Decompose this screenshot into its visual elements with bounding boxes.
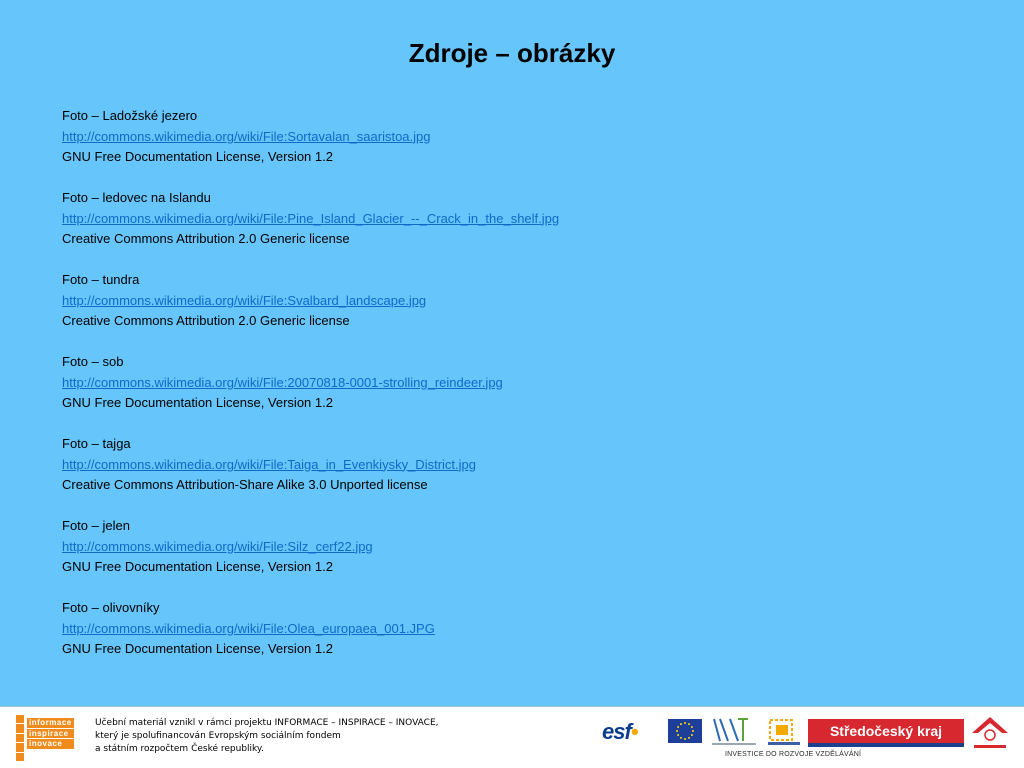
source-caption: Foto – tajga <box>62 436 131 451</box>
logo-word: inovace <box>27 739 74 749</box>
esf-logo: esf• <box>602 719 638 744</box>
footer-line: a státním rozpočtem České republiky. <box>95 744 264 754</box>
project-logo <box>16 715 84 763</box>
source-license: Creative Commons Attribution 2.0 Generic license <box>62 313 350 328</box>
source-caption: Foto – olivovníky <box>62 600 160 615</box>
kraj-banner: Středočeský kraj <box>808 719 964 743</box>
source-caption: Foto – tundra <box>62 272 140 287</box>
source-link-line <box>62 619 962 640</box>
source-link-line <box>62 455 962 476</box>
source-license: Creative Commons Attribution 2.0 Generic license <box>62 231 350 246</box>
source-link[interactable]: http://commons.wikimedia.org/wiki/File:20070818-0001-strolling_reindeer.jpg <box>62 374 503 390</box>
source-link-line <box>62 209 962 230</box>
kraj-banner-stripe <box>808 743 964 747</box>
source-link[interactable]: http://commons.wikimedia.org/wiki/File:Pine_Island_Glacier_--_Crack_in_the_shelf.jpg <box>62 210 560 226</box>
source-link[interactable]: http://commons.wikimedia.org/wiki/File:Olea_europaea_001.JPG <box>62 620 435 636</box>
source-link-line <box>62 373 962 394</box>
source-caption: Foto – Ladožské jezero <box>62 108 198 123</box>
esf-mark: esf <box>602 719 631 744</box>
source-entry <box>62 434 962 496</box>
logo-bars <box>16 715 24 761</box>
footer <box>0 706 1024 768</box>
sources-list <box>62 106 962 680</box>
source-license: GNU Free Documentation License, Version 1.2 <box>62 395 333 410</box>
source-caption: Foto – jelen <box>62 518 130 533</box>
footer-line: který je spolufinancován Evropským sociálním fondem <box>95 731 341 741</box>
source-license: Creative Commons Attribution-Share Alike 3.0 Unported license <box>62 477 428 492</box>
source-caption: Foto – sob <box>62 354 124 369</box>
jesenice-logo <box>968 715 1012 751</box>
source-link-line <box>62 537 962 558</box>
investice-caption: INVESTICE DO ROZVOJE VZDĚLÁVÁNÍ <box>725 751 862 758</box>
source-entry <box>62 352 962 414</box>
source-entry <box>62 598 962 660</box>
logo-word: inspirace <box>27 729 74 739</box>
source-link[interactable]: http://commons.wikimedia.org/wiki/File:Silz_cerf22.jpg <box>62 538 373 554</box>
source-caption: Foto – ledovec na Islandu <box>62 190 211 205</box>
logo-words <box>27 718 74 750</box>
source-link[interactable]: http://commons.wikimedia.org/wiki/File:Svalbard_landscape.jpg <box>62 292 427 308</box>
source-entry <box>62 516 962 578</box>
source-license: GNU Free Documentation License, Version 1.2 <box>62 559 333 574</box>
footer-text <box>95 717 439 756</box>
source-entry <box>62 188 962 250</box>
source-link[interactable]: http://commons.wikimedia.org/wiki/File:Taiga_in_Evenkiysky_District.jpg <box>62 456 476 472</box>
op-vk-logo <box>766 717 802 747</box>
ministry-logo <box>708 715 760 747</box>
source-link-line <box>62 291 962 312</box>
source-license: GNU Free Documentation License, Version 1.2 <box>62 149 333 164</box>
footer-line: Učební materiál vznikl v rámci projektu INFORMACE – INSPIRACE – INOVACE, <box>95 718 439 728</box>
logo-word: informace <box>29 718 72 727</box>
eu-flag-icon <box>668 719 702 743</box>
source-entry <box>62 106 962 168</box>
page-title: Zdroje – obrázky <box>408 38 616 68</box>
source-entry <box>62 270 962 332</box>
source-license: GNU Free Documentation License, Version 1.2 <box>62 641 333 656</box>
source-link-line <box>62 127 962 148</box>
source-link[interactable]: http://commons.wikimedia.org/wiki/File:Sortavalan_saaristoa.jpg <box>62 128 431 144</box>
partner-logos <box>602 715 1012 749</box>
